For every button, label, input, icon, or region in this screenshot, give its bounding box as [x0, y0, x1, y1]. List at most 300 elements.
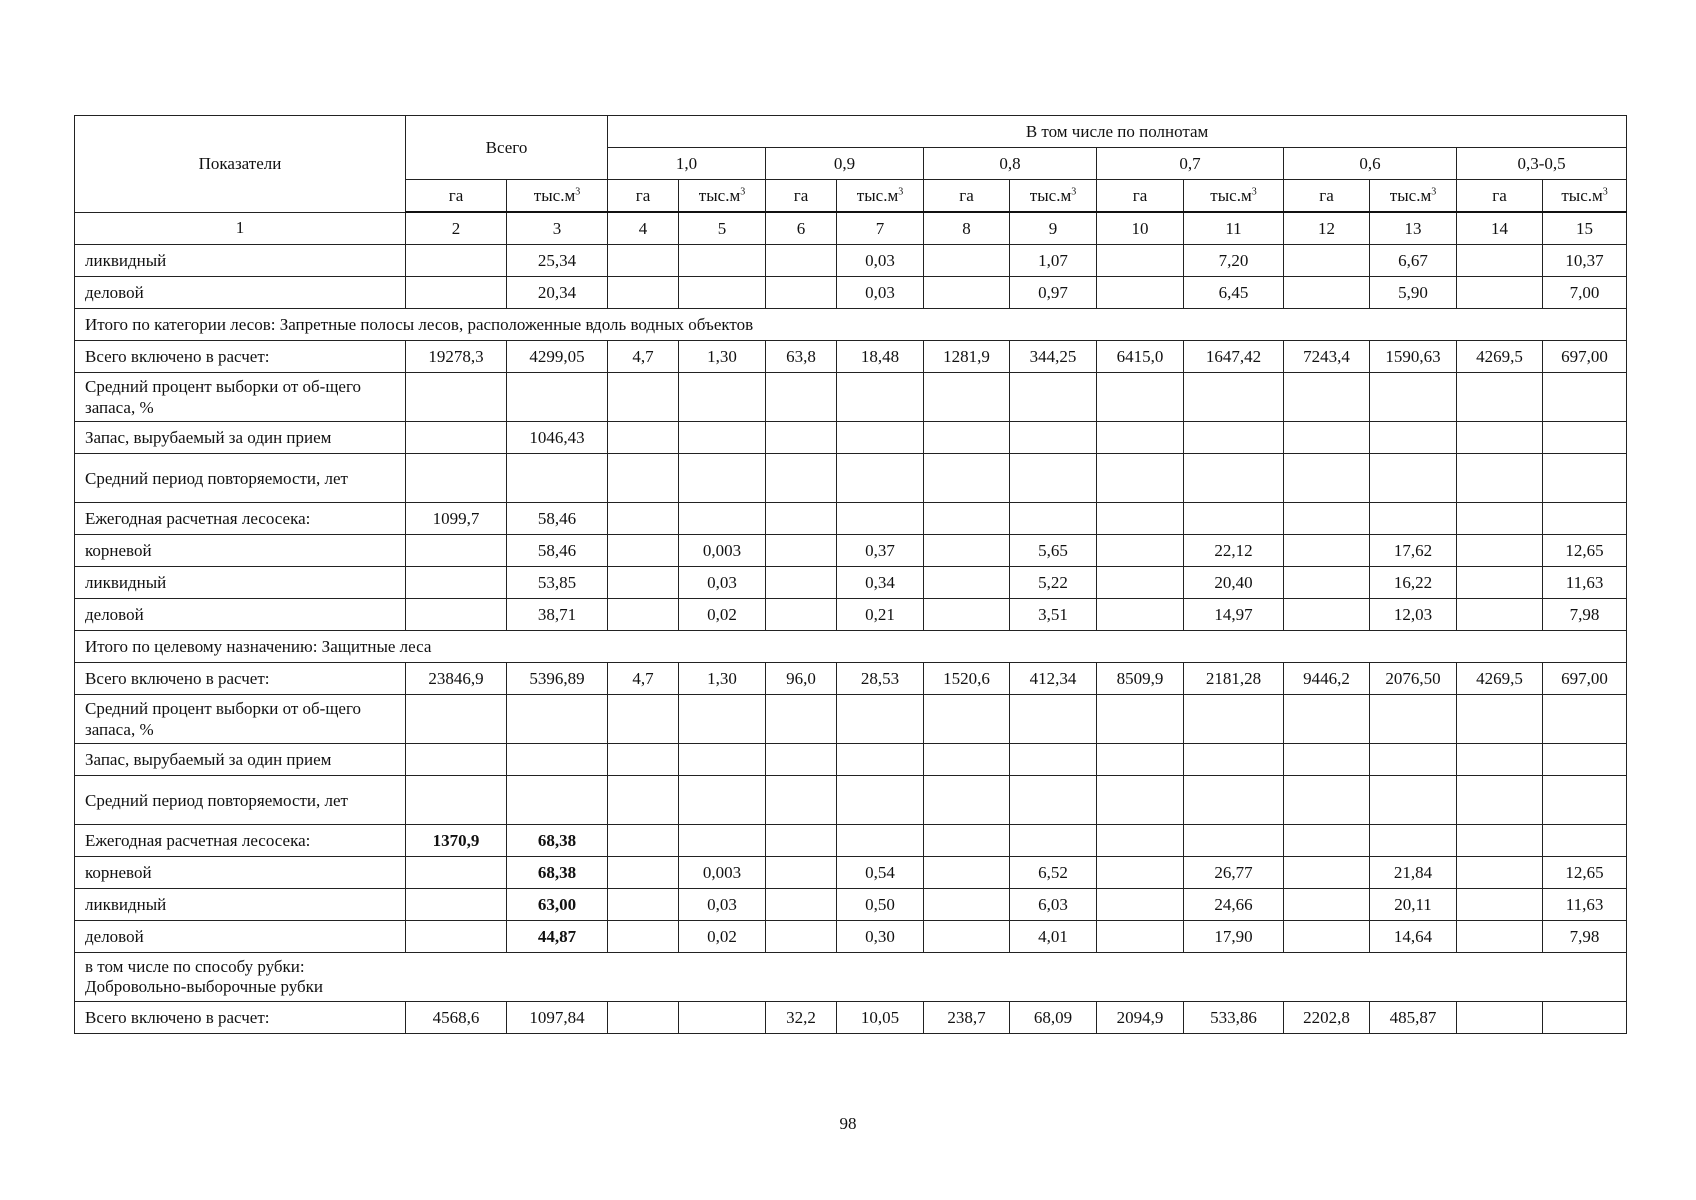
table-cell	[507, 744, 608, 776]
table-cell	[1284, 422, 1370, 454]
table-cell	[1457, 567, 1543, 599]
section-row	[75, 953, 1627, 1002]
table-cell	[608, 373, 679, 422]
table-cell	[679, 776, 766, 825]
table-cell	[1284, 599, 1370, 631]
section-title: Итого по категории лесов: Запретные полосы лесов, расположенные вдоль водных объектов	[75, 309, 1627, 341]
table-cell	[766, 454, 837, 503]
table-cell	[766, 744, 837, 776]
table-cell	[1010, 454, 1097, 503]
table-cell: 6,67	[1370, 245, 1457, 277]
table-cell: 1099,7	[406, 503, 507, 535]
table-cell: 6,45	[1184, 277, 1284, 309]
table-cell	[766, 776, 837, 825]
unit-volume-text: тыс.м	[1561, 185, 1603, 205]
table-cell: 485,87	[1370, 1002, 1457, 1034]
table-cell: 7,98	[1543, 599, 1627, 631]
table-cell	[1284, 503, 1370, 535]
table-cell	[924, 535, 1010, 567]
row-label: Запас, вырубаемый за один прием	[75, 422, 406, 454]
table-cell: 23846,9	[406, 663, 507, 695]
table-cell: 63,00	[507, 889, 608, 921]
table-cell	[1284, 776, 1370, 825]
table-cell	[679, 695, 766, 744]
table-cell: 1,30	[679, 341, 766, 373]
section-row	[75, 631, 1627, 663]
table-cell	[608, 695, 679, 744]
unit-volume-header	[507, 180, 608, 213]
row-label: Ежегодная расчетная лесосека:	[75, 825, 406, 857]
table-cell	[679, 454, 766, 503]
table-cell: 2181,28	[1184, 663, 1284, 695]
table-cell	[1097, 245, 1184, 277]
unit-volume-header	[1370, 180, 1457, 213]
table-cell	[679, 503, 766, 535]
row-label: ликвидный	[75, 889, 406, 921]
column-number: 9	[1010, 212, 1097, 245]
table-cell: 11,63	[1543, 567, 1627, 599]
table-cell	[1457, 744, 1543, 776]
table-cell: 96,0	[766, 663, 837, 695]
table-cell: 38,71	[507, 599, 608, 631]
table-cell	[1370, 503, 1457, 535]
column-number: 8	[924, 212, 1010, 245]
table-cell	[1284, 889, 1370, 921]
table-cell: 17,62	[1370, 535, 1457, 567]
unit-volume-superscript: 3	[575, 185, 581, 197]
unit-volume-superscript: 3	[1431, 185, 1437, 197]
table-cell	[1457, 422, 1543, 454]
table-cell	[406, 695, 507, 744]
row-label: корневой	[75, 535, 406, 567]
column-number: 11	[1184, 212, 1284, 245]
density-header: 0,6	[1284, 148, 1457, 180]
table-cell: 58,46	[507, 535, 608, 567]
table-cell	[1457, 454, 1543, 503]
unit-volume-text: тыс.м	[856, 185, 899, 205]
table-cell: 9446,2	[1284, 663, 1370, 695]
table-cell	[1184, 422, 1284, 454]
table-cell: 25,34	[507, 245, 608, 277]
table-cell	[924, 889, 1010, 921]
table-cell: 18,48	[837, 341, 924, 373]
column-number: 14	[1457, 212, 1543, 245]
table-cell: 1590,63	[1370, 341, 1457, 373]
table-cell	[1457, 776, 1543, 825]
table-cell	[679, 422, 766, 454]
table-cell	[1370, 776, 1457, 825]
table-cell: 44,87	[507, 921, 608, 953]
table-cell	[766, 277, 837, 309]
table-cell: 0,30	[837, 921, 924, 953]
table-cell: 0,21	[837, 599, 924, 631]
table-cell: 0,02	[679, 599, 766, 631]
table-cell	[1543, 503, 1627, 535]
table-cell: 6,52	[1010, 857, 1097, 889]
table-cell	[608, 245, 679, 277]
table-cell: 4568,6	[406, 1002, 507, 1034]
table-cell	[1097, 454, 1184, 503]
table-cell	[1457, 245, 1543, 277]
table-cell: 1281,9	[924, 341, 1010, 373]
table-cell: 17,90	[1184, 921, 1284, 953]
table-cell	[1010, 373, 1097, 422]
table-cell	[1284, 567, 1370, 599]
unit-volume-header	[1010, 180, 1097, 213]
table-cell	[837, 373, 924, 422]
unit-volume-header	[837, 180, 924, 213]
table-cell	[924, 744, 1010, 776]
table-cell	[1457, 503, 1543, 535]
column-number: 3	[507, 212, 608, 245]
table-cell	[1184, 776, 1284, 825]
table-cell	[766, 889, 837, 921]
table-cell	[608, 921, 679, 953]
table-cell	[766, 535, 837, 567]
table-row	[75, 921, 1627, 953]
table-cell: 2202,8	[1284, 1002, 1370, 1034]
table-cell	[766, 599, 837, 631]
table-cell	[1370, 422, 1457, 454]
table-cell	[1097, 921, 1184, 953]
table-cell: 20,40	[1184, 567, 1284, 599]
table-cell	[679, 277, 766, 309]
density-header: 1,0	[608, 148, 766, 180]
table-cell	[406, 857, 507, 889]
table-cell	[608, 503, 679, 535]
table-cell: 1520,6	[924, 663, 1010, 695]
table-cell	[1457, 921, 1543, 953]
table-cell: 63,8	[766, 341, 837, 373]
table-cell	[924, 454, 1010, 503]
table-cell	[1010, 503, 1097, 535]
table-cell	[1457, 535, 1543, 567]
table-cell: 0,03	[679, 567, 766, 599]
table-cell	[766, 245, 837, 277]
column-number: 2	[406, 212, 507, 245]
table-cell	[837, 695, 924, 744]
table-cell	[924, 503, 1010, 535]
table-cell	[608, 454, 679, 503]
table-cell	[1370, 825, 1457, 857]
table-cell	[1543, 1002, 1627, 1034]
table-cell	[1543, 373, 1627, 422]
table-cell	[679, 245, 766, 277]
table-cell	[837, 776, 924, 825]
table-cell	[1284, 535, 1370, 567]
table-cell	[679, 744, 766, 776]
table-cell: 12,03	[1370, 599, 1457, 631]
table-cell	[1097, 599, 1184, 631]
table-cell	[837, 744, 924, 776]
table-cell	[406, 373, 507, 422]
row-label: Средний процент выборки от об-щего запаса, %	[75, 373, 406, 422]
table-cell	[1010, 825, 1097, 857]
table-row	[75, 825, 1627, 857]
column-number: 15	[1543, 212, 1627, 245]
table-cell	[1370, 454, 1457, 503]
table-row	[75, 695, 1627, 744]
table-cell	[507, 776, 608, 825]
unit-area-header: га	[766, 180, 837, 213]
table-cell	[766, 857, 837, 889]
table-cell	[1097, 373, 1184, 422]
unit-area-header: га	[1097, 180, 1184, 213]
table-row	[75, 503, 1627, 535]
table-cell	[406, 277, 507, 309]
table-cell	[1457, 889, 1543, 921]
unit-area-header: га	[924, 180, 1010, 213]
density-header: 0,7	[1097, 148, 1284, 180]
table-cell: 1097,84	[507, 1002, 608, 1034]
row-label: Ежегодная расчетная лесосека:	[75, 503, 406, 535]
table-cell	[406, 744, 507, 776]
table-cell	[924, 422, 1010, 454]
table-body	[75, 245, 1627, 1034]
table-cell: 68,38	[507, 857, 608, 889]
table-row	[75, 454, 1627, 503]
table-cell	[608, 535, 679, 567]
table-row	[75, 277, 1627, 309]
table-cell	[766, 825, 837, 857]
table-cell: 4269,5	[1457, 341, 1543, 373]
table-cell	[1457, 825, 1543, 857]
table-cell	[406, 921, 507, 953]
density-header: 0,8	[924, 148, 1097, 180]
table-cell	[1097, 422, 1184, 454]
table-cell: 0,37	[837, 535, 924, 567]
table-row	[75, 663, 1627, 695]
table-cell	[1284, 825, 1370, 857]
table-cell	[1010, 744, 1097, 776]
table-cell	[924, 857, 1010, 889]
section-title-line: Добровольно-выборочные рубки	[85, 977, 324, 996]
table-cell	[1097, 744, 1184, 776]
table-cell	[1370, 373, 1457, 422]
table-cell: 5,65	[1010, 535, 1097, 567]
unit-volume-superscript: 3	[1602, 185, 1608, 197]
page-number: 98	[839, 1114, 857, 1133]
unit-volume-superscript: 3	[1251, 185, 1257, 197]
table-cell: 10,05	[837, 1002, 924, 1034]
table-cell: 5,22	[1010, 567, 1097, 599]
table-cell: 0,003	[679, 857, 766, 889]
table-cell: 4299,05	[507, 341, 608, 373]
unit-area-header: га	[608, 180, 679, 213]
table-cell: 697,00	[1543, 663, 1627, 695]
table-cell	[924, 567, 1010, 599]
header-indicators: Показатели	[75, 116, 406, 213]
table-cell: 0,54	[837, 857, 924, 889]
table-cell	[608, 1002, 679, 1034]
row-label: Запас, вырубаемый за один прием	[75, 744, 406, 776]
table-cell	[406, 454, 507, 503]
table-row	[75, 857, 1627, 889]
table-cell	[1543, 744, 1627, 776]
table-cell: 0,97	[1010, 277, 1097, 309]
unit-volume-header	[1184, 180, 1284, 213]
table-cell: 12,65	[1543, 857, 1627, 889]
table-row	[75, 422, 1627, 454]
table-cell: 20,11	[1370, 889, 1457, 921]
table-cell: 0,03	[679, 889, 766, 921]
table-cell	[608, 744, 679, 776]
table-cell: 1,30	[679, 663, 766, 695]
table-cell	[1097, 889, 1184, 921]
table-cell: 1370,9	[406, 825, 507, 857]
table-cell	[1284, 373, 1370, 422]
table-cell	[766, 695, 837, 744]
table-row	[75, 341, 1627, 373]
row-label: ликвидный	[75, 567, 406, 599]
table-cell: 0,003	[679, 535, 766, 567]
table-cell: 20,34	[507, 277, 608, 309]
table-cell	[1097, 695, 1184, 744]
table-cell	[924, 921, 1010, 953]
row-label: деловой	[75, 921, 406, 953]
table-cell	[1370, 695, 1457, 744]
table-cell	[679, 825, 766, 857]
table-cell	[1097, 503, 1184, 535]
row-label: Всего включено в расчет:	[75, 663, 406, 695]
table-row	[75, 744, 1627, 776]
table-cell	[924, 825, 1010, 857]
table-cell	[1284, 921, 1370, 953]
table-cell	[1097, 857, 1184, 889]
table-cell	[406, 776, 507, 825]
table-cell: 10,37	[1543, 245, 1627, 277]
table-cell	[837, 503, 924, 535]
table-cell	[608, 776, 679, 825]
table-cell	[1010, 776, 1097, 825]
table-cell: 4,01	[1010, 921, 1097, 953]
table-cell	[837, 825, 924, 857]
table-cell: 4269,5	[1457, 663, 1543, 695]
table-cell: 0,34	[837, 567, 924, 599]
table-row	[75, 567, 1627, 599]
table-cell	[1284, 744, 1370, 776]
table-cell: 0,03	[837, 245, 924, 277]
table-row	[75, 889, 1627, 921]
table-cell: 344,25	[1010, 341, 1097, 373]
table-cell	[406, 535, 507, 567]
table-cell: 0,03	[837, 277, 924, 309]
table-cell: 4,7	[608, 663, 679, 695]
table-cell	[1184, 503, 1284, 535]
table-cell	[1184, 454, 1284, 503]
table-cell	[1284, 277, 1370, 309]
table-cell	[1284, 695, 1370, 744]
table-cell: 32,2	[766, 1002, 837, 1034]
table-cell	[1457, 857, 1543, 889]
table-cell	[1457, 1002, 1543, 1034]
table-cell: 2094,9	[1097, 1002, 1184, 1034]
unit-volume-superscript: 3	[898, 185, 904, 197]
table-cell	[766, 373, 837, 422]
table-cell	[924, 695, 1010, 744]
table-cell: 28,53	[837, 663, 924, 695]
table-cell: 0,02	[679, 921, 766, 953]
table-cell	[507, 454, 608, 503]
row-label: деловой	[75, 599, 406, 631]
table-cell	[1097, 776, 1184, 825]
table-cell	[766, 567, 837, 599]
table-cell	[608, 422, 679, 454]
table-cell	[679, 373, 766, 422]
table-cell: 19278,3	[406, 341, 507, 373]
table-cell	[1543, 825, 1627, 857]
table-cell: 1647,42	[1184, 341, 1284, 373]
table-cell	[1284, 454, 1370, 503]
table-cell	[1184, 695, 1284, 744]
table-cell: 21,84	[1370, 857, 1457, 889]
table-cell: 14,64	[1370, 921, 1457, 953]
table-cell: 3,51	[1010, 599, 1097, 631]
table-cell	[924, 599, 1010, 631]
table-cell: 5,90	[1370, 277, 1457, 309]
table-cell: 12,65	[1543, 535, 1627, 567]
table-cell: 68,09	[1010, 1002, 1097, 1034]
table-row	[75, 245, 1627, 277]
section-row	[75, 309, 1627, 341]
table-cell: 238,7	[924, 1002, 1010, 1034]
table-cell	[1457, 695, 1543, 744]
column-number: 4	[608, 212, 679, 245]
table-cell	[1457, 277, 1543, 309]
table-cell	[507, 695, 608, 744]
table-cell: 697,00	[1543, 341, 1627, 373]
unit-volume-header	[679, 180, 766, 213]
table-cell	[766, 921, 837, 953]
unit-volume-superscript: 3	[740, 185, 746, 197]
table-cell: 16,22	[1370, 567, 1457, 599]
table-cell	[837, 422, 924, 454]
table-cell	[608, 889, 679, 921]
table-cell: 7,00	[1543, 277, 1627, 309]
section-title	[75, 953, 1627, 1002]
table-cell	[1097, 567, 1184, 599]
unit-area-header: га	[1457, 180, 1543, 213]
row-label: Средний период повторяемости, лет	[75, 454, 406, 503]
table-cell	[507, 373, 608, 422]
table-cell: 58,46	[507, 503, 608, 535]
table-cell: 7,98	[1543, 921, 1627, 953]
table-cell: 8509,9	[1097, 663, 1184, 695]
table-cell: 5396,89	[507, 663, 608, 695]
table-cell	[1457, 373, 1543, 422]
table-cell	[924, 776, 1010, 825]
row-label: Средний период повторяемости, лет	[75, 776, 406, 825]
column-number: 6	[766, 212, 837, 245]
column-number: 5	[679, 212, 766, 245]
table-header	[75, 116, 1627, 245]
section-title: Итого по целевому назначению: Защитные леса	[75, 631, 1627, 663]
row-label: корневой	[75, 857, 406, 889]
table-cell	[608, 825, 679, 857]
table-cell	[924, 373, 1010, 422]
table-cell	[1543, 454, 1627, 503]
table-cell: 0,50	[837, 889, 924, 921]
table-cell	[1010, 695, 1097, 744]
table-cell	[1543, 422, 1627, 454]
table-cell	[406, 422, 507, 454]
density-header: 0,3-0,5	[1457, 148, 1627, 180]
table-cell: 6415,0	[1097, 341, 1184, 373]
table-cell	[1543, 695, 1627, 744]
table-cell	[1543, 776, 1627, 825]
table-cell: 22,12	[1184, 535, 1284, 567]
table-cell	[1184, 825, 1284, 857]
